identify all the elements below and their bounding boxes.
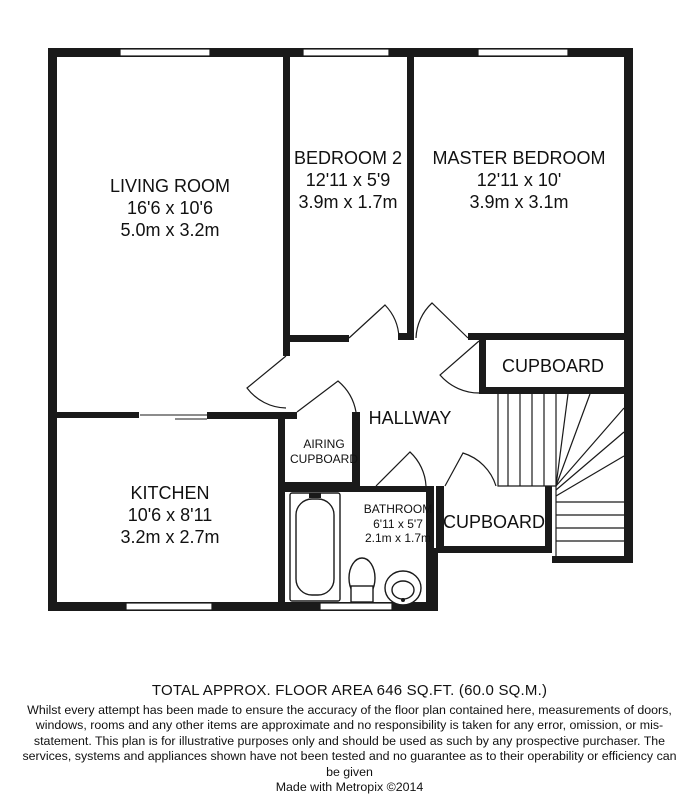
cupboard-top-name: CUPBOARD — [501, 356, 605, 376]
master-bedroom-door — [416, 303, 468, 338]
bedroom-2-imperial: 12'11 x 5'9 — [305, 169, 391, 190]
bedroom-2-window — [303, 49, 389, 56]
bedroom-2-metric: 3.9m x 1.7m — [298, 191, 398, 212]
living-room-metric: 5.0m x 3.2m — [120, 219, 220, 240]
bedroom-2-door — [349, 305, 399, 338]
bedroom-2-label — [294, 148, 402, 214]
cupboard-door-bottom — [445, 453, 496, 486]
airing-cupboard-line2: CUPBOARD — [289, 451, 359, 466]
bathroom-name: BATHROOM — [363, 502, 433, 516]
living-room-imperial: 16'6 x 10'6 — [127, 197, 213, 218]
cupboard-top-label — [502, 356, 604, 378]
disclaimer-text: Whilst every attempt has been made to ensure the accuracy of the floor plan contained here, measurements of doors, windows, rooms and any other items are approximate and no responsibility is taken for any error, omission, or mis-statement. This plan is for illustrative purposes only and should be used as such by any prospective purchaser. The services, systems and appliances shown have not been tested and no guarantee as to their operability or efficiency can be given — [22, 703, 677, 779]
master-bedroom-name: MASTER BEDROOM — [432, 148, 606, 168]
credit-text: Made with Metropix ©2014 — [275, 779, 424, 794]
kitchen-imperial: 10'6 x 8'11 — [127, 504, 213, 525]
living-room-door — [247, 356, 286, 408]
cupboard-bottom-name: CUPBOARD — [442, 512, 546, 532]
kitchen-label — [120, 483, 219, 549]
cupboard-bottom-label — [443, 512, 545, 534]
bathroom-label — [364, 502, 432, 546]
bathroom-metric: 2.1m x 1.7m — [364, 531, 432, 546]
kitchen-name: KITCHEN — [130, 483, 210, 503]
bathroom-door — [376, 452, 426, 486]
kitchen-window — [126, 603, 212, 610]
living-room-window — [120, 49, 210, 56]
living-room-name: LIVING ROOM — [109, 176, 231, 196]
hallway-name: HALLWAY — [368, 408, 452, 428]
bathroom-imperial: 6'11 x 5'7 — [373, 516, 423, 531]
kitchen-opening — [140, 415, 207, 419]
bath-tap — [309, 493, 321, 498]
bedroom-2-name: BEDROOM 2 — [293, 148, 403, 168]
bathtub-basin — [296, 499, 334, 595]
total-floor-area: TOTAL APPROX. FLOOR AREA 646 SQ.FT. (60.0 SQ.M.) — [151, 682, 548, 699]
toilet-cistern — [351, 586, 373, 602]
master-bedroom-label — [432, 148, 605, 214]
master-bedroom-window — [478, 49, 568, 56]
bathroom-window — [320, 603, 392, 610]
cupboard-door-top — [440, 341, 481, 393]
airing-cupboard-door — [297, 381, 356, 412]
kitchen-metric: 3.2m x 2.7m — [120, 526, 220, 547]
living-room-label — [110, 176, 230, 242]
airing-cupboard-line1: AIRING — [303, 437, 345, 451]
master-bedroom-metric: 3.9m x 3.1m — [469, 191, 569, 212]
master-bedroom-imperial: 12'11 x 10' — [476, 169, 562, 190]
airing-cupboard-label — [290, 437, 358, 466]
footer — [0, 682, 699, 795]
hallway-label — [369, 408, 452, 430]
washbasin-bowl — [392, 581, 414, 599]
